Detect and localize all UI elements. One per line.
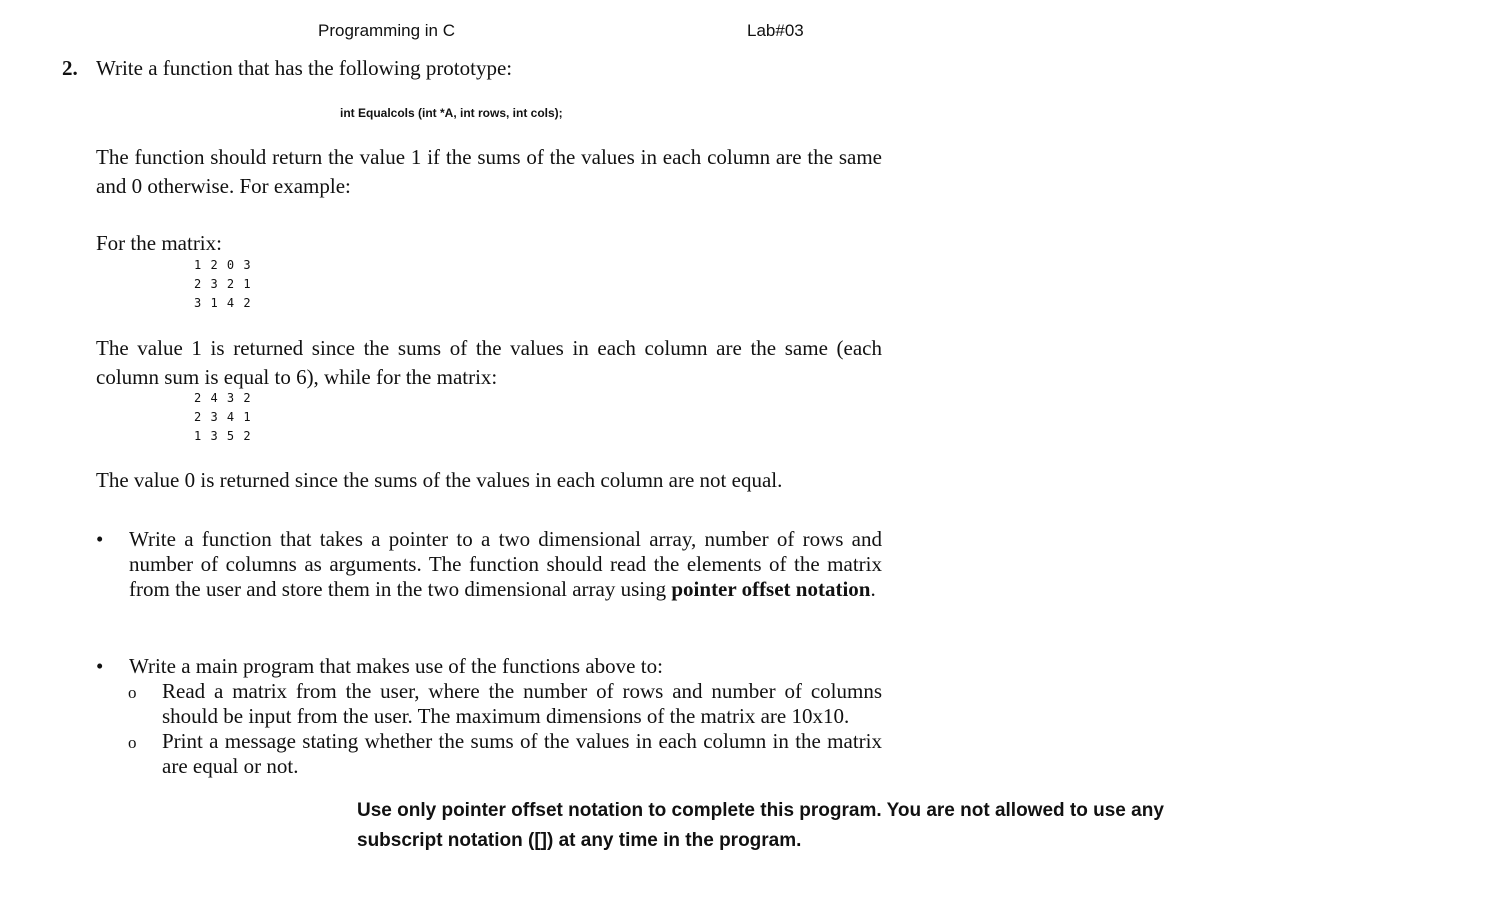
bullet-item-1 — [129, 527, 882, 602]
matrix-row: 1 2 0 3 — [194, 258, 251, 272]
sub-bullet-item-2: Print a message stating whether the sums of the values in each column in the matrix are equal or not. — [162, 729, 882, 778]
sub-bullet-icon: o — [128, 683, 137, 702]
explanation-1: The value 1 is returned since the sums of the values in each column are the same (each column sum is equal to 6), while for the matrix: — [96, 336, 882, 389]
matrix-row: 2 3 2 1 — [194, 277, 251, 291]
matrix-label: For the matrix: — [96, 231, 222, 255]
bullet-bold-text: pointer offset notation — [671, 577, 871, 601]
matrix-1 — [194, 256, 251, 313]
matrix-2 — [194, 389, 251, 446]
matrix-row: 2 4 3 2 — [194, 391, 251, 405]
bullet-icon: • — [96, 654, 104, 678]
bullet-text: Write a function that takes a pointer to a two dimensional array, number of rows and number of columns as arguments. The function should read the elements of the matrix from the user and store them in the two dimensional array using — [129, 527, 882, 601]
bullet-item-2: Write a main program that makes use of the functions above to: — [129, 654, 663, 678]
header-lab: Lab#03 — [747, 21, 804, 40]
matrix-row: 2 3 4 1 — [194, 410, 251, 424]
sub-bullet-icon: o — [128, 733, 137, 752]
matrix-row: 1 3 5 2 — [194, 429, 251, 443]
bullet-end: . — [870, 577, 876, 601]
note: Use only pointer offset notation to complete this program. You are not allowed to use any subscript notation ([]) at any time in the program. — [357, 800, 1164, 851]
sub-bullet-item-1: Read a matrix from the user, where the number of rows and number of columns should be input from the user. The maximum dimensions of the matrix are 10x10. — [162, 679, 882, 728]
bullet-icon: • — [96, 527, 104, 551]
question-title: Write a function that has the following prototype: — [96, 56, 513, 80]
description: The function should return the value 1 if the sums of the values in each column are the same and 0 otherwise. For example: — [96, 145, 882, 198]
matrix-row: 3 1 4 2 — [194, 296, 251, 310]
header-course: Programming in C — [318, 21, 455, 40]
question-number: 2. — [62, 56, 78, 80]
prototype-code: int Equalcols (int *A, int rows, int cols); — [340, 106, 563, 120]
explanation-2: The value 0 is returned since the sums of the values in each column are not equal. — [96, 468, 783, 492]
